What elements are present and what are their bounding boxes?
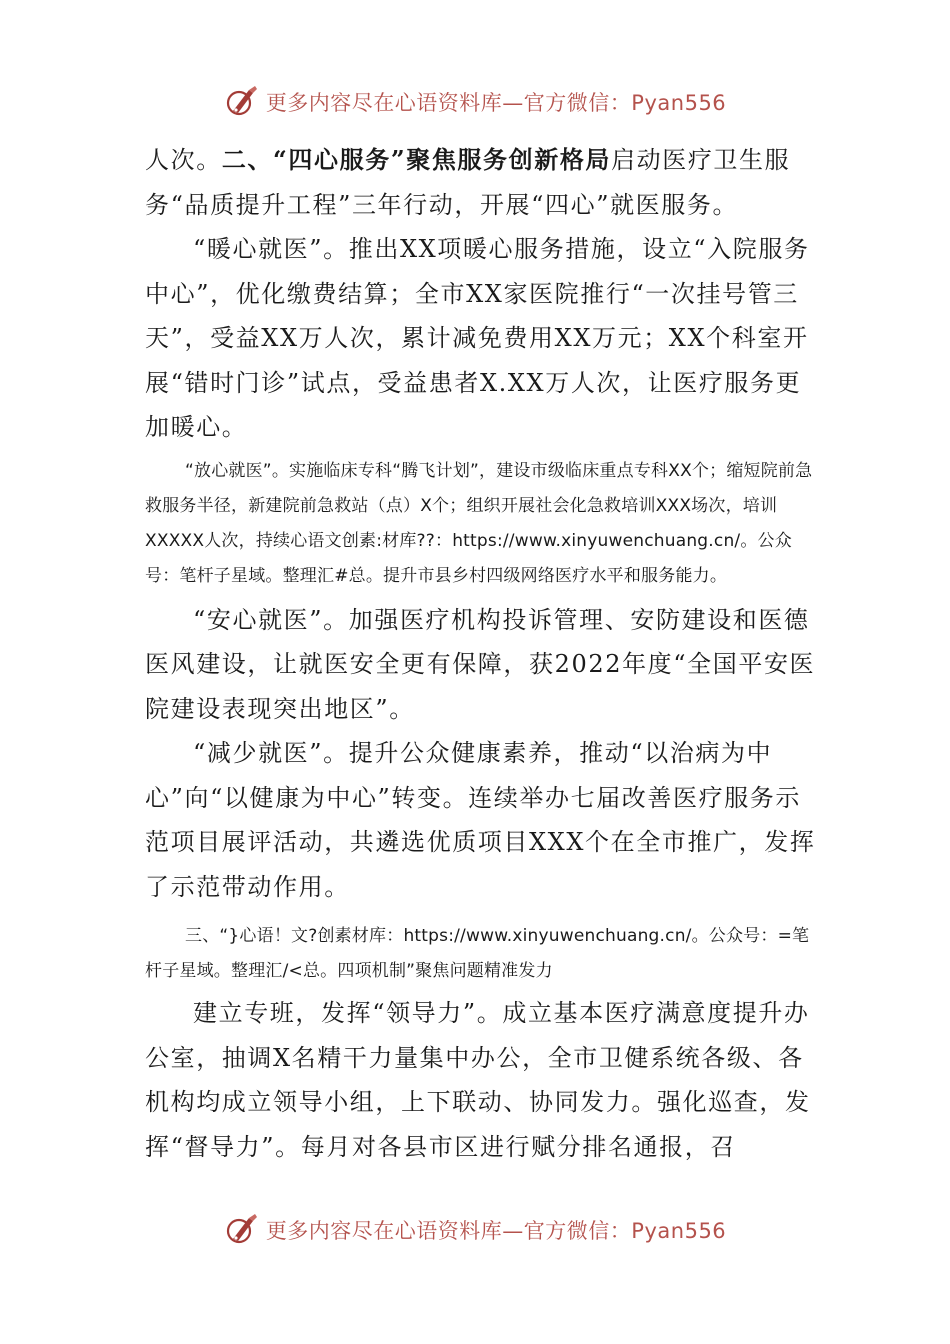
header-banner-text: 更多内容尽在心语资料库—官方微信：Pyan556 xyxy=(265,91,727,115)
section-heading-two: 二、“四心服务”聚焦服务创新格局 xyxy=(221,145,612,174)
pen-nib-logo-icon xyxy=(224,84,260,120)
header-banner xyxy=(0,80,950,124)
paragraph-reduced-care: “减少就医”。提升公众健康素养，推动“以治病为中心”向“以健康为中心”转变。连续举办七届改善医疗服务示范项目展评活动，共遴选优质项目XXX个在全市推广，发挥了示范带动作用。 xyxy=(145,739,816,901)
paragraph-suffix: 启动医疗卫生服务“品质提升工程”三年行动，开展“四心”就医服务。 xyxy=(145,146,791,219)
paragraph-reassured-care: “放心就医”。实施临床专科“腾飞计划”，建设市级临床重点专科XX个；缩短院前急救服务半径，新建院前急救站（点）X个；组织开展社会化急救培训XXX场次，培训XXXXX人次，持续心语文创素:材库??：https://www.xinyuwenchuang.cn/。公众号：笔杆子星域。整理汇#总。提升市县乡村四级网络医疗水平和服务能力。 xyxy=(145,460,813,586)
pen-nib-logo-icon xyxy=(224,1212,260,1248)
footer-banner-text: 更多内容尽在心语资料库—官方微信：Pyan556 xyxy=(265,1219,727,1243)
paragraph-warm-care: “暖心就医”。推出XX项暖心服务措施，设立“入院服务中心”，优化缴费结算；全市XX家医院推行“一次挂号管三天”，受益XX万人次，累计减免费用XX万元；XX个科室开展“错时门诊”试点，受益患者X.XX万人次，让医疗服务更加暖心。 xyxy=(145,235,810,441)
paragraph-prefix: 人次。 xyxy=(145,146,222,174)
document-body xyxy=(145,138,825,1169)
paragraph-section-two xyxy=(145,138,825,227)
paragraph-task-force: 建立专班，发挥“领导力”。成立基本医疗满意度提升办公室，抽调X名精干力量集中办公，全市卫健系统各级、各机构均成立领导小组，上下联动、协同发力。强化巡查，发挥“督导力”。每月对各县市区进行赋分排名通报，召 xyxy=(145,999,811,1161)
paragraph-safe-care: “安心就医”。加强医疗机构投诉管理、安防建设和医德医风建设，让就医安全更有保障，获2022年度“全国平安医院建设表现突出地区”。 xyxy=(145,605,816,723)
section-heading-three: 三、“}心语！文?创素材库：https://www.xinyuwenchuang.cn/。公众号：=笔杆子星域。整理汇/<总。四项机制”聚焦问题精准发力 xyxy=(145,926,810,981)
footer-banner xyxy=(0,1208,950,1252)
